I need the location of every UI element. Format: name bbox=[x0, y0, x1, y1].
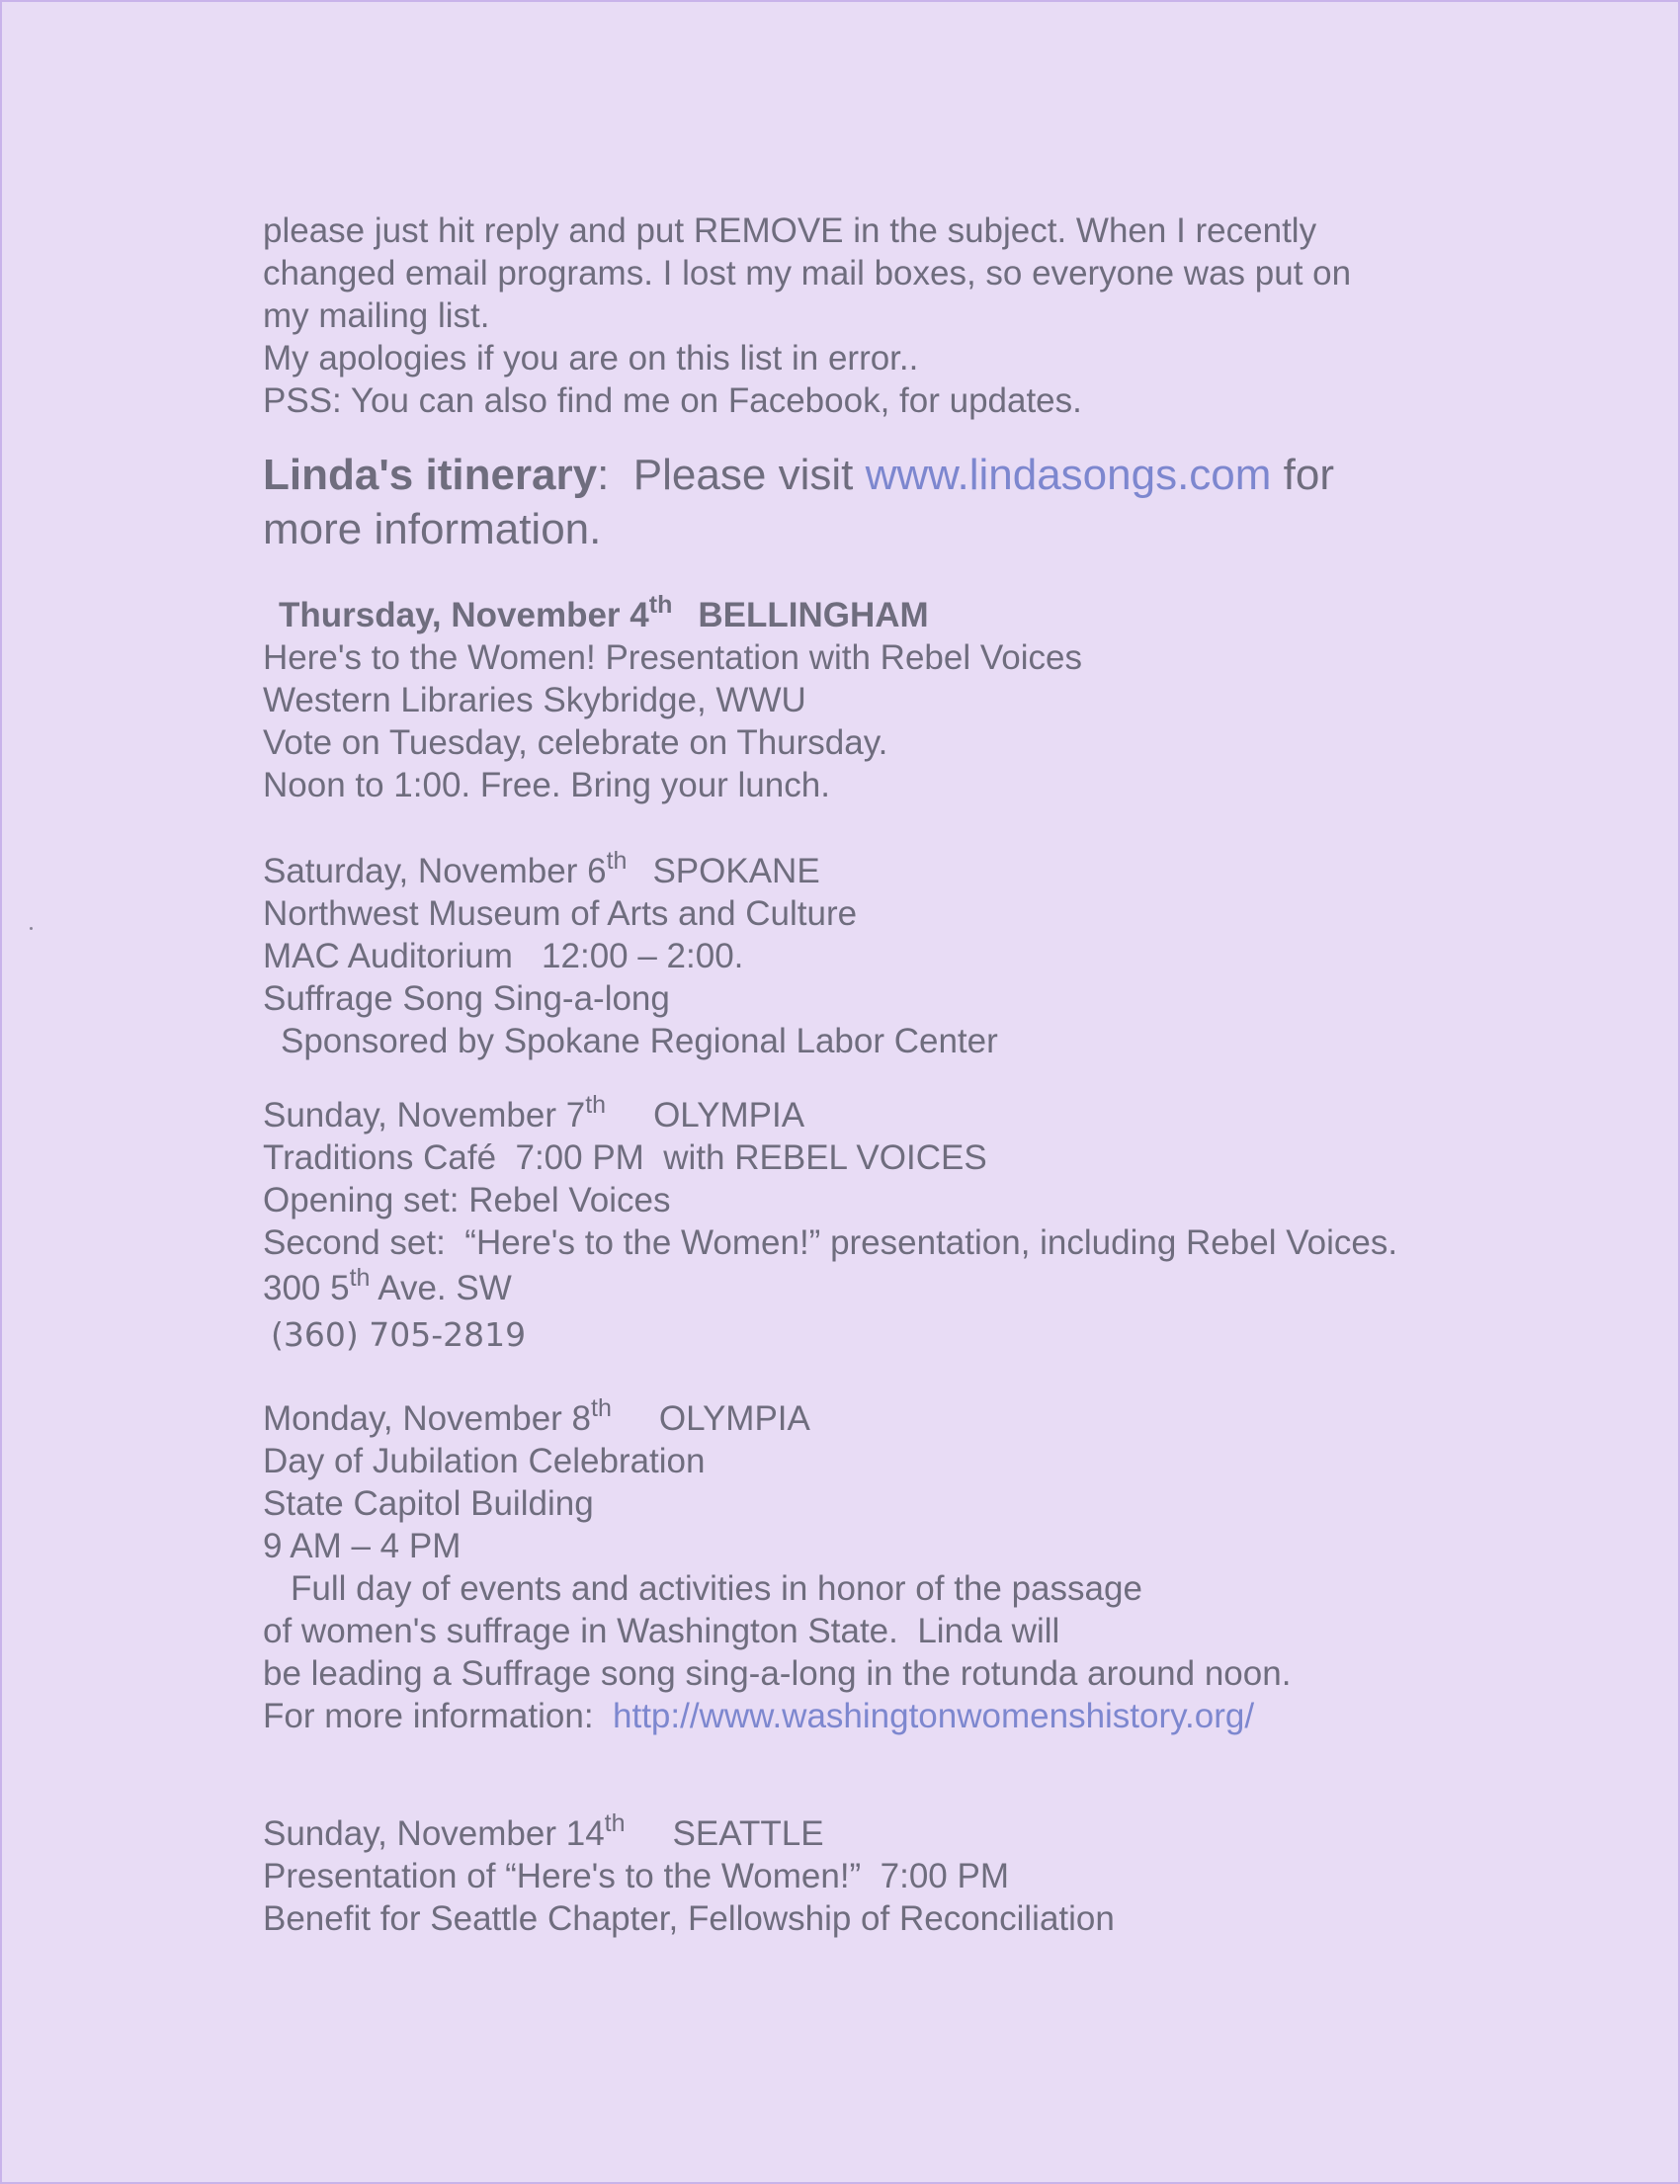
event-day: Monday, November 8 bbox=[263, 1399, 592, 1438]
info-label: For more information: bbox=[263, 1697, 613, 1735]
event-line: Northwest Museum of Arts and Culture bbox=[263, 894, 858, 933]
event-day-suffix: th bbox=[606, 847, 628, 875]
event-spokane bbox=[263, 847, 1488, 1062]
event-line: be leading a Suffrage song sing-a-long in the rotunda around noon. bbox=[263, 1654, 1292, 1693]
event-day-suffix: th bbox=[591, 1394, 612, 1422]
event-day-suffix: th bbox=[648, 591, 673, 619]
itinerary-line-2: more information. bbox=[263, 505, 602, 553]
itinerary-visit-text: Please visit bbox=[609, 451, 866, 499]
event-line: Day of Jubilation Celebration bbox=[263, 1442, 706, 1480]
event-olympia-monday bbox=[263, 1394, 1488, 1737]
event-line: 9 AM – 4 PM bbox=[263, 1527, 462, 1565]
event-line: Full day of events and activities in honor of the passage bbox=[291, 1569, 1142, 1608]
event-seattle bbox=[263, 1809, 1488, 1940]
event-city: SEATTLE bbox=[672, 1814, 824, 1853]
event-olympia-sunday bbox=[263, 1091, 1488, 1356]
lindasongs-link[interactable]: www.lindasongs.com bbox=[865, 451, 1272, 499]
event-phone: (360) 705-2819 bbox=[271, 1315, 527, 1354]
intro-line: changed email programs. I lost my mail boxes, so everyone was put on bbox=[263, 254, 1352, 293]
address-street: Ave. SW bbox=[370, 1269, 512, 1307]
event-city: OLYMPIA bbox=[653, 1096, 805, 1134]
event-line: Opening set: Rebel Voices bbox=[263, 1181, 671, 1219]
event-date-heading bbox=[263, 1394, 1488, 1440]
intro-paragraph bbox=[263, 210, 1488, 422]
document-body bbox=[263, 210, 1488, 1981]
itinerary-after-link: for bbox=[1271, 451, 1335, 499]
event-day: Sunday, November 7 bbox=[263, 1096, 586, 1134]
event-date-heading bbox=[263, 1809, 1488, 1855]
event-day-suffix: th bbox=[604, 1809, 626, 1837]
event-line: Suffrage Song Sing-a-long bbox=[263, 979, 670, 1018]
itinerary-lead: Linda's itinerary bbox=[263, 451, 598, 499]
event-line: Second set: “Here's to the Women!” presentation, including Rebel Voices. bbox=[263, 1223, 1398, 1262]
event-day-suffix: th bbox=[585, 1091, 607, 1119]
event-line: Traditions Café 7:00 PM with REBEL VOICES bbox=[263, 1138, 987, 1177]
event-day: Sunday, November 14 bbox=[263, 1814, 605, 1853]
intro-line: My apologies if you are on this list in error.. bbox=[263, 339, 919, 378]
itinerary-colon: : bbox=[597, 451, 610, 499]
event-date-heading bbox=[263, 847, 1488, 892]
event-city: OLYMPIA bbox=[658, 1399, 810, 1438]
event-date-heading bbox=[263, 1091, 1488, 1136]
event-line: Benefit for Seattle Chapter, Fellowship of Reconciliation bbox=[263, 1899, 1115, 1938]
event-day: Thursday, November 4 bbox=[279, 596, 649, 634]
event-line: Sponsored by Spokane Regional Labor Center bbox=[281, 1022, 998, 1060]
event-day: Saturday, November 6 bbox=[263, 852, 607, 890]
event-line: State Capitol Building bbox=[263, 1484, 594, 1523]
event-date-heading bbox=[279, 591, 1488, 636]
intro-line: PSS: You can also find me on Facebook, for updates. bbox=[263, 381, 1082, 420]
event-city: SPOKANE bbox=[652, 852, 820, 890]
event-line: of women's suffrage in Washington State. Linda will bbox=[263, 1612, 1060, 1650]
itinerary-heading bbox=[263, 448, 1488, 556]
itinerary-line-1 bbox=[263, 448, 1488, 502]
event-line: MAC Auditorium 12:00 – 2:00. bbox=[263, 937, 744, 975]
event-line: Noon to 1:00. Free. Bring your lunch. bbox=[263, 766, 830, 804]
intro-line: my mailing list. bbox=[263, 296, 490, 335]
address-number: 300 5 bbox=[263, 1269, 350, 1307]
event-line: Vote on Tuesday, celebrate on Thursday. bbox=[263, 723, 888, 762]
event-bellingham bbox=[263, 591, 1488, 806]
intro-line: please just hit reply and put REMOVE in the subject. When I recently bbox=[263, 211, 1317, 250]
event-line: Western Libraries Skybridge, WWU bbox=[263, 681, 806, 719]
event-city: BELLINGHAM bbox=[698, 596, 929, 634]
event-line: Here's to the Women! Presentation with Rebel Voices bbox=[263, 638, 1082, 677]
event-info bbox=[263, 1695, 1488, 1737]
event-line: Presentation of “Here's to the Women!” 7:00 PM bbox=[263, 1857, 1009, 1895]
address-suffix: th bbox=[349, 1264, 371, 1292]
scan-speck bbox=[30, 927, 33, 930]
event-address bbox=[263, 1264, 1488, 1313]
washington-womens-history-link[interactable]: http://www.washingtonwomenshistory.org/ bbox=[613, 1697, 1255, 1735]
